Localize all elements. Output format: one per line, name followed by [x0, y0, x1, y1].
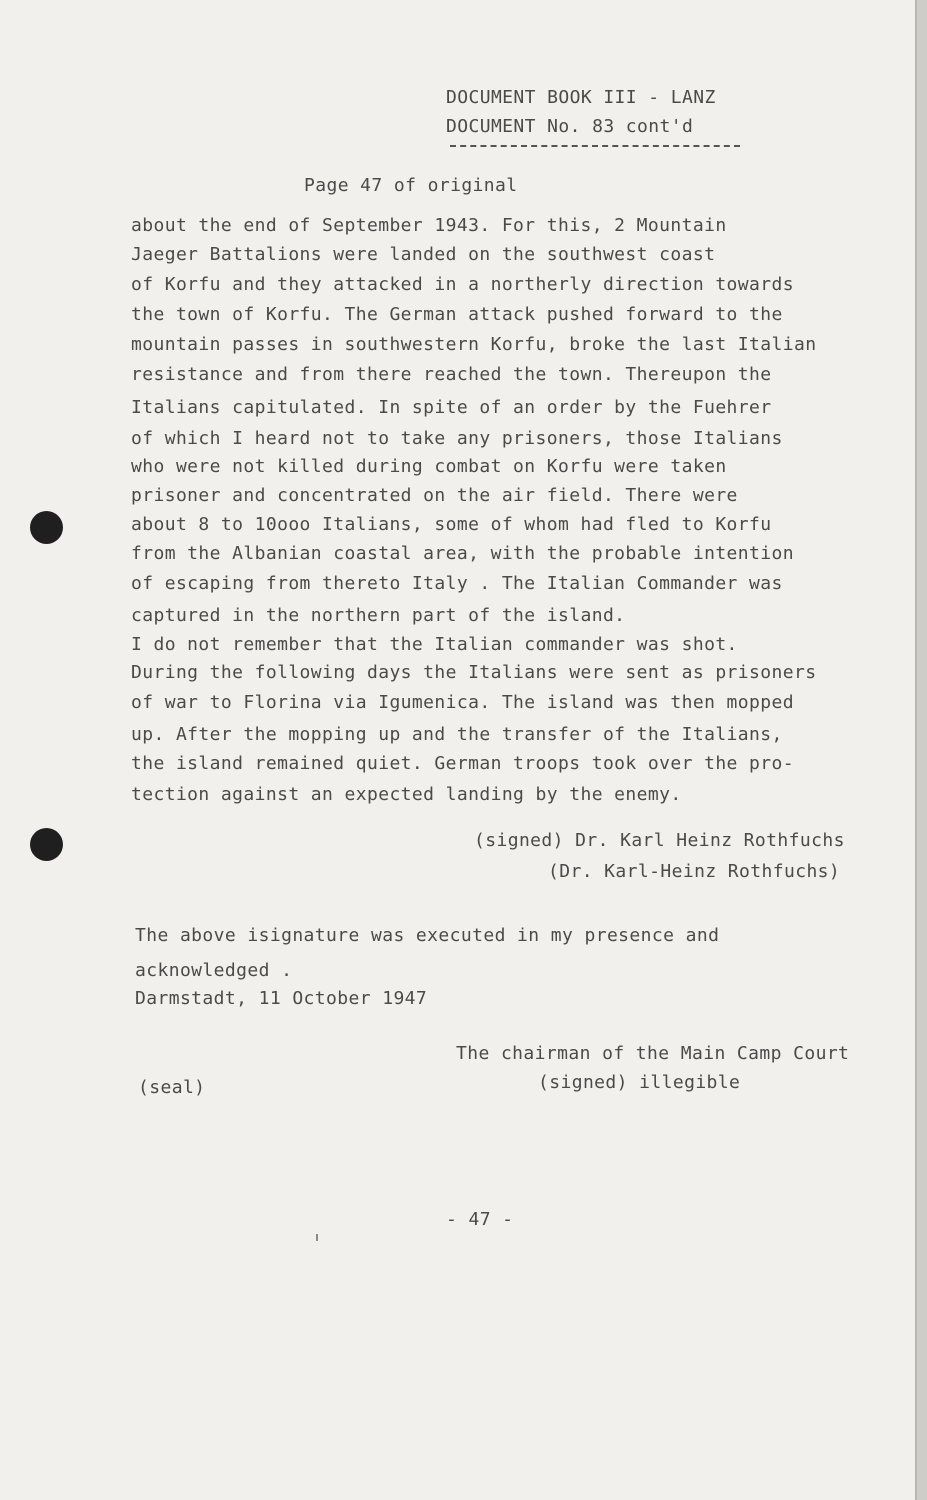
body-line: up. After the mopping up and the transfer of the Italians,	[131, 724, 783, 745]
court-chairman: The chairman of the Main Camp Court	[456, 1043, 850, 1064]
body-line: Jaeger Battalions were landed on the southwest coast	[131, 244, 716, 265]
body-line: of escaping from thereto Italy . The Italian Commander was	[131, 573, 783, 594]
body-line: about 8 to 10ooo Italians, some of whom had fled to Korfu	[131, 514, 772, 535]
page-number: - 47 -	[446, 1209, 514, 1230]
attestation-line: acknowledged .	[135, 960, 293, 981]
stray-mark	[316, 1234, 318, 1241]
court-signature: (signed) illegible	[538, 1072, 741, 1093]
body-line: from the Albanian coastal area, with the probable intention	[131, 543, 794, 564]
body-line: of Korfu and they attacked in a northerly direction towards	[131, 274, 794, 295]
punch-hole-bottom	[30, 828, 63, 861]
body-line: the island remained quiet. German troops took over the pro-	[131, 753, 794, 774]
body-line: During the following days the Italians were sent as prisoners	[131, 662, 817, 683]
page-reference: Page 47 of original	[304, 175, 518, 196]
header-line-2: DOCUMENT No. 83 cont'd	[446, 116, 694, 137]
signature-line: (signed) Dr. Karl Heinz Rothfuchs	[474, 830, 845, 851]
body-line: who were not killed during combat on Korfu were taken	[131, 456, 727, 477]
body-line: tection against an expected landing by the enemy.	[131, 784, 682, 805]
signature-name: (Dr. Karl-Heinz Rothfuchs)	[548, 861, 841, 882]
body-line: I do not remember that the Italian commander was shot.	[131, 634, 738, 655]
place-date: Darmstadt, 11 October 1947	[135, 988, 428, 1009]
body-line: prisoner and concentrated on the air field. There were	[131, 485, 738, 506]
punch-hole-top	[30, 511, 63, 544]
body-line: of war to Florina via Igumenica. The island was then mopped	[131, 692, 794, 713]
body-line: about the end of September 1943. For this, 2 Mountain	[131, 215, 727, 236]
body-line: Italians capitulated. In spite of an order by the Fuehrer	[131, 397, 772, 418]
page-edge-line	[915, 0, 917, 1500]
attestation-line: The above isignature was executed in my presence and	[135, 925, 720, 946]
header-line-1: DOCUMENT BOOK III - LANZ	[446, 87, 716, 108]
body-line: resistance and from there reached the town. Thereupon the	[131, 364, 772, 385]
body-line: mountain passes in southwestern Korfu, broke the last Italian	[131, 334, 817, 355]
body-line: of which I heard not to take any prisoners, those Italians	[131, 428, 783, 449]
page-edge	[917, 0, 927, 1500]
body-line: the town of Korfu. The German attack pushed forward to the	[131, 304, 783, 325]
header-underline	[450, 145, 740, 147]
seal-label: (seal)	[138, 1077, 206, 1098]
body-line: captured in the northern part of the island.	[131, 605, 626, 626]
